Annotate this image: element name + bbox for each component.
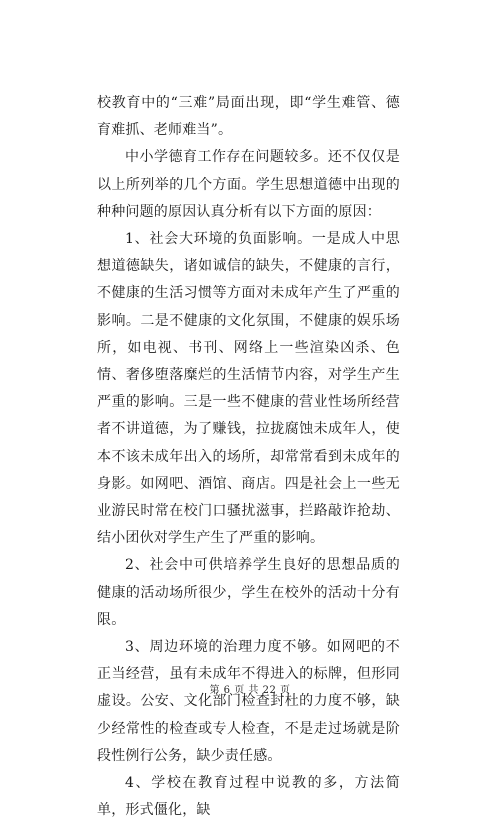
paragraph-intro: 中小学德育工作存在问题较多。还不仅仅是以上所列举的几个方面。学生思想道德中出现的种种问题的原因认真分析有以下方面的原因： xyxy=(97,149,400,220)
page-number-footer: 第 6 页 共 22 页 xyxy=(209,685,291,696)
paragraph-reason-1: 1、社会大环境的负面影响。一是成人中思想道德缺失，诸如诚信的缺失，不健康的言行，不健康的生活习惯等方面对未成年产生了严重的影响。二是不健康的文化氛围，不健康的娱乐场所，如电视、书刊、网络上一些渲染凶杀、色情、奢侈堕落糜烂的生活情节内容，对学生产生严重的影响。三是一些不健康的营业性场所经营者不讲道德，为了赚钱，拉拢腐蚀未成年人，使本不该未成年出入的场所，却常常看到未成年的身影。如网吧、酒馆、商店。四是社会上一些无业游民时常在校门口骚扰滋事，拦路敲诈抢劫、结小团伙对学生产生了严重的影响。 xyxy=(97,231,400,547)
document-body xyxy=(97,90,400,824)
paragraph-continuation: 校教育中的“三难”局面出现，即“学生难管、德育难抓、老师难当”。 xyxy=(97,95,400,139)
paragraph-reason-4: 4、学校在教育过程中说教的多，方法简单，形式僵化，缺 xyxy=(97,775,400,819)
paragraph-reason-3: 3、周边环境的治理力度不够。如网吧的不正当经营，虽有未成年不得进入的标牌，但形同虚设。公安、文化部门检查封杜的力度不够，缺少经常性的检查或专人检查，不是走过场就是阶段性例行公务，缺少责任感。 xyxy=(97,639,400,764)
paragraph-reason-2: 2、社会中可供培养学生良好的思想品质的健康的活动场所很少，学生在校外的活动十分有限。 xyxy=(97,557,400,628)
